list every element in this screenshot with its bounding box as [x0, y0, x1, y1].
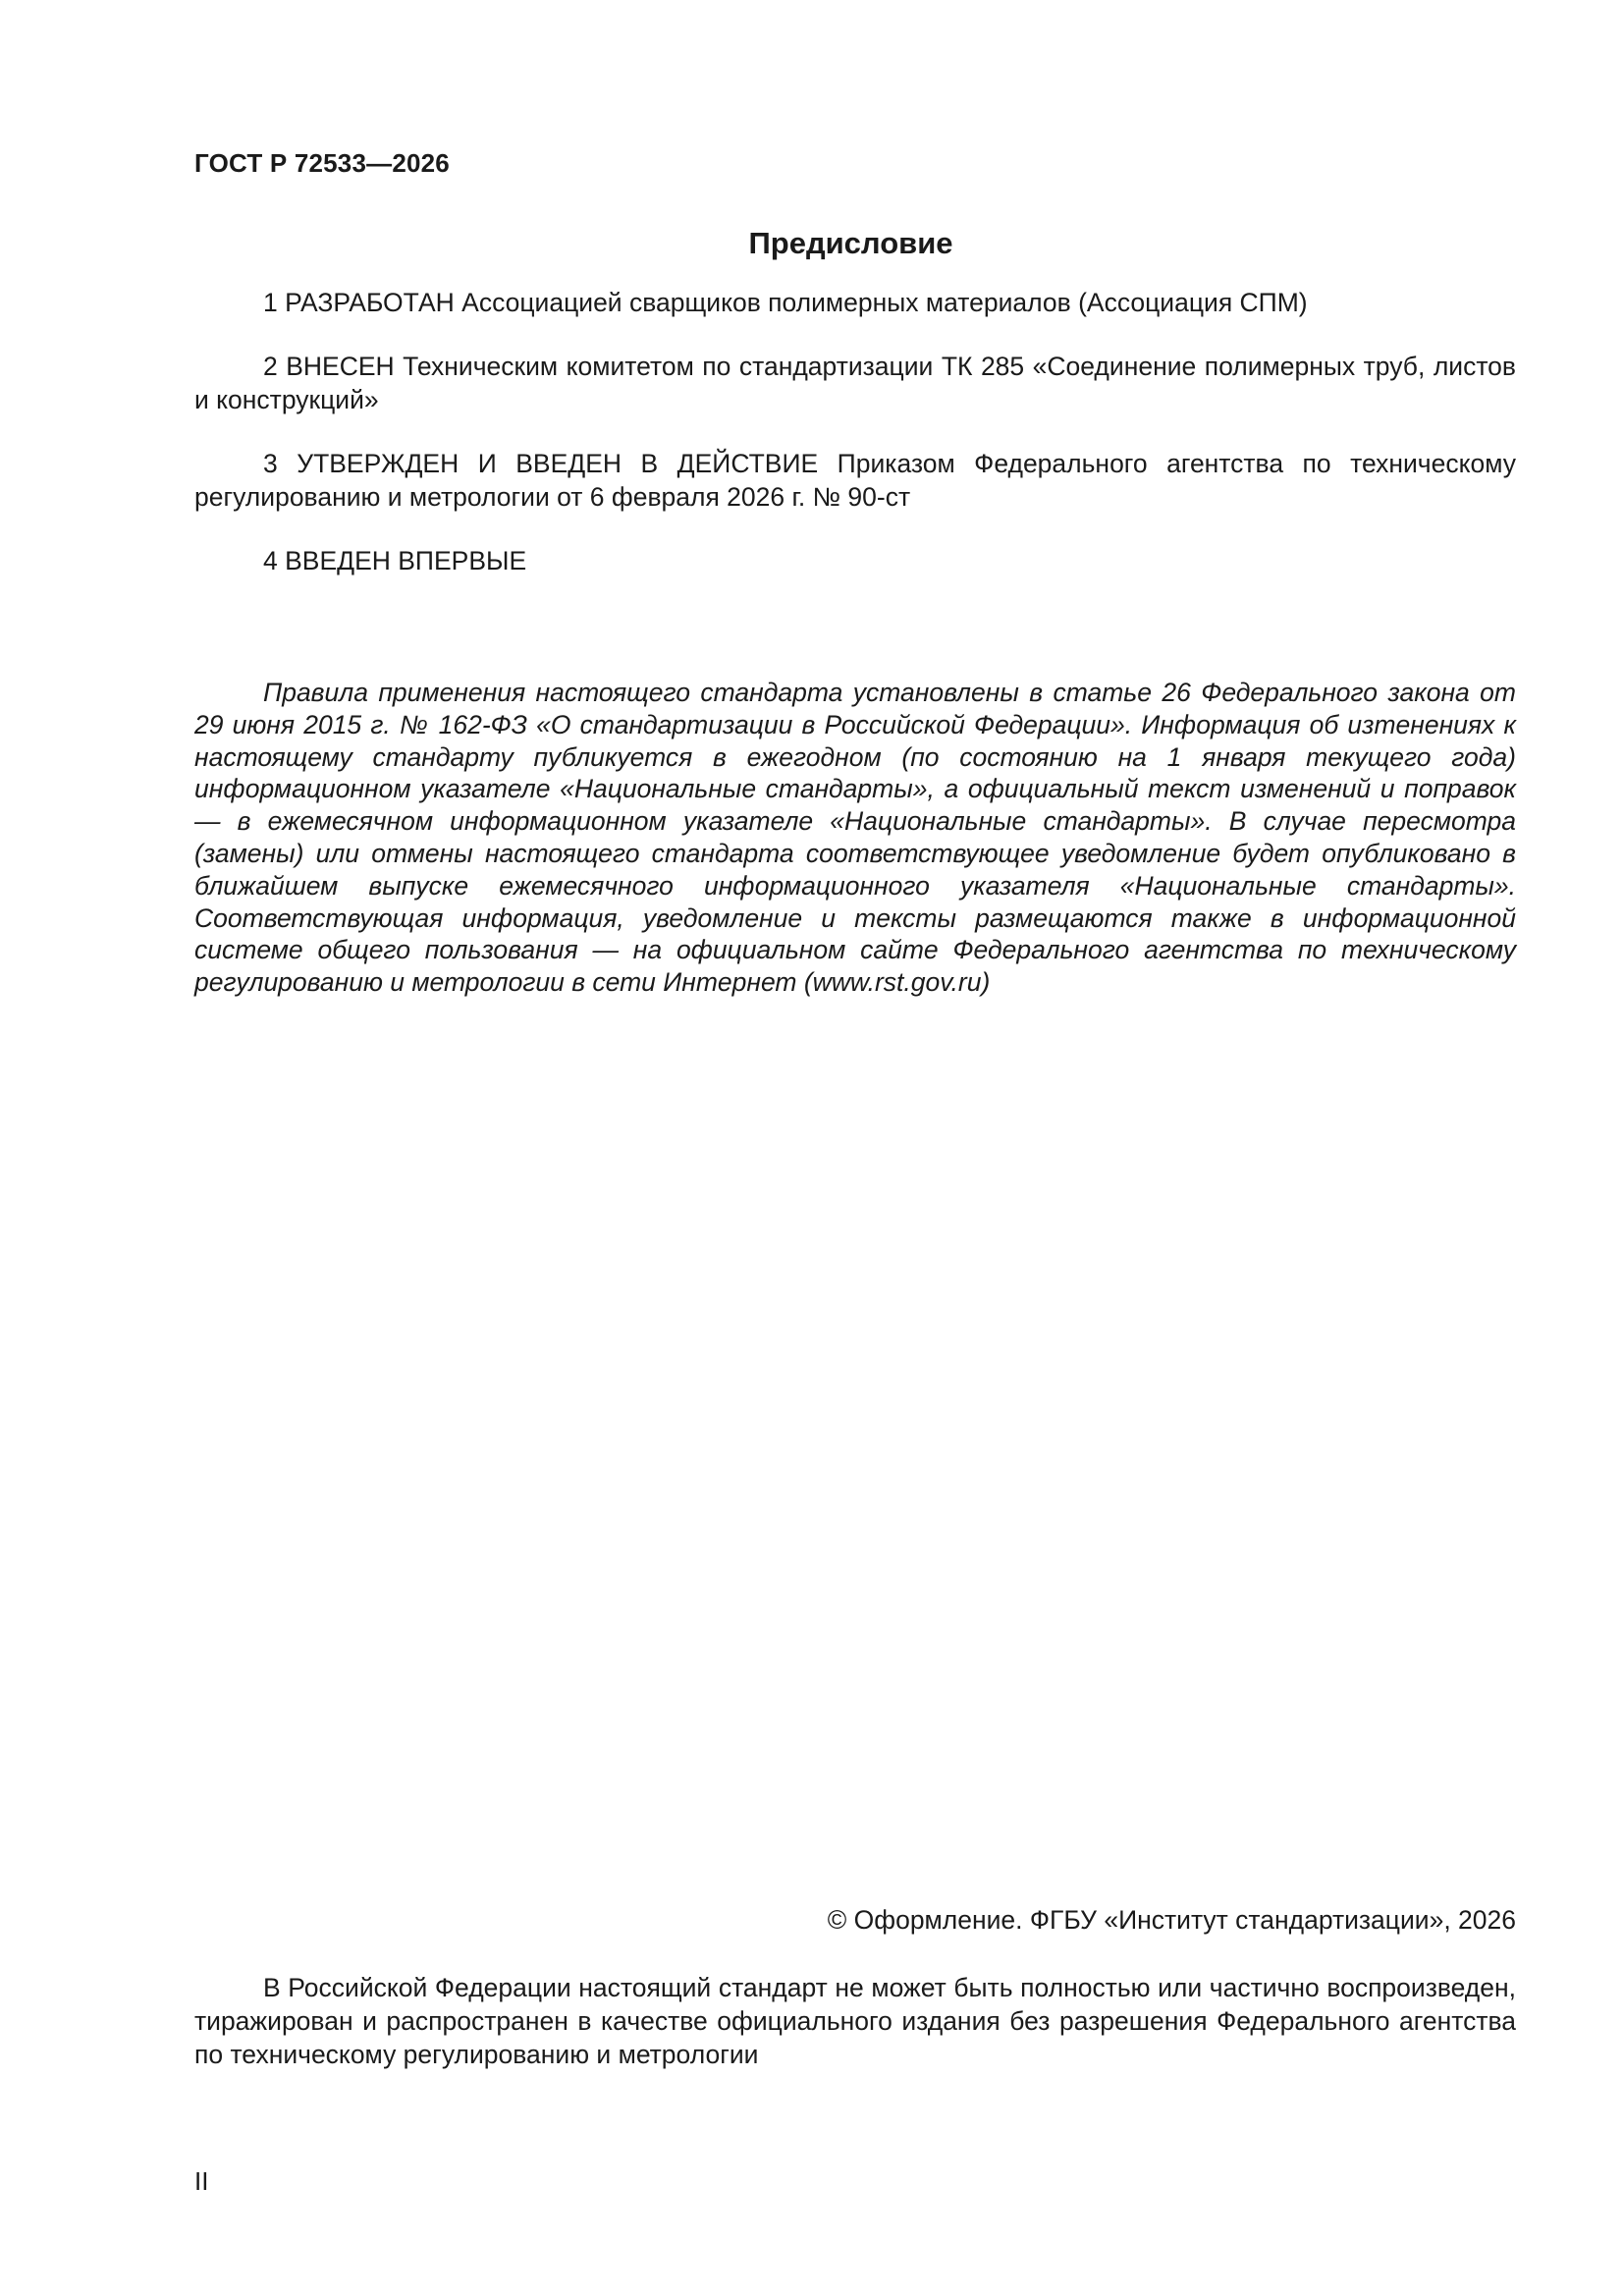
- foreword-items: [194, 286, 1516, 608]
- copyright-line: © Оформление. ФГБУ «Институт стандартизации», 2026: [827, 1905, 1516, 1935]
- reproduction-notice: В Российской Федерации настоящий стандарт не может быть полностью или частично воспроизведен, тиражирован и распространен в качестве официального издания без разрешения Федерального агентства по техническому регулированию и метрологии: [194, 1973, 1516, 2069]
- foreword-item-approved: 3 УТВЕРЖДЕН И ВВЕДЕН В ДЕЙСТВИЕ Приказом Федерального агентства по техническому регулированию и метрологии от 6 февраля 2026 г. № 90-ст: [194, 449, 1516, 512]
- page-title: Предисловие: [748, 226, 953, 260]
- standard-designation: ГОСТ Р 72533—2026: [194, 148, 450, 178]
- application-rules-notice: Правила применения настоящего стандарта установлены в статье 26 Федерального закона от 29 июня 2015 г. № 162-ФЗ «О стандартизации в Российской Федерации». Информация об изmенениях к настоящему стандарту публикуется в ежегодном (по состоянию на 1 января текущего года) информационном указателе «Национальные стандарты», а официальный текст изменений и поправок — в ежемесячном информационном указателе «Национальные стандарты». В случае пересмотра (замены) или отмены настоящего стандарта соответствующее уведомление будет опубликовано в ближайшем выпуске ежемесячного информационного указателя «Национальные стандарты». Соответствующая информация, уведомление и тексты размещаются также в информационной системе общего пользования — на официальном сайте Федерального агентства по техническому регулированию и метрологии в сети Интернет (www.rst.gov.ru): [194, 678, 1516, 998]
- foreword-item-introduced: 2 ВНЕСЕН Техническим комитетом по стандартизации ТК 285 «Соединение полимерных труб, листов и конструкций»: [194, 352, 1516, 414]
- foreword-item-first-introduced: 4 ВВЕДЕН ВПЕРВЫЕ: [263, 546, 527, 575]
- foreword-item-developed: 1 РАЗРАБОТАН Ассоциацией сварщиков полимерных материалов (Ассоциация СПМ): [263, 288, 1308, 317]
- page-number: II: [194, 2166, 209, 2196]
